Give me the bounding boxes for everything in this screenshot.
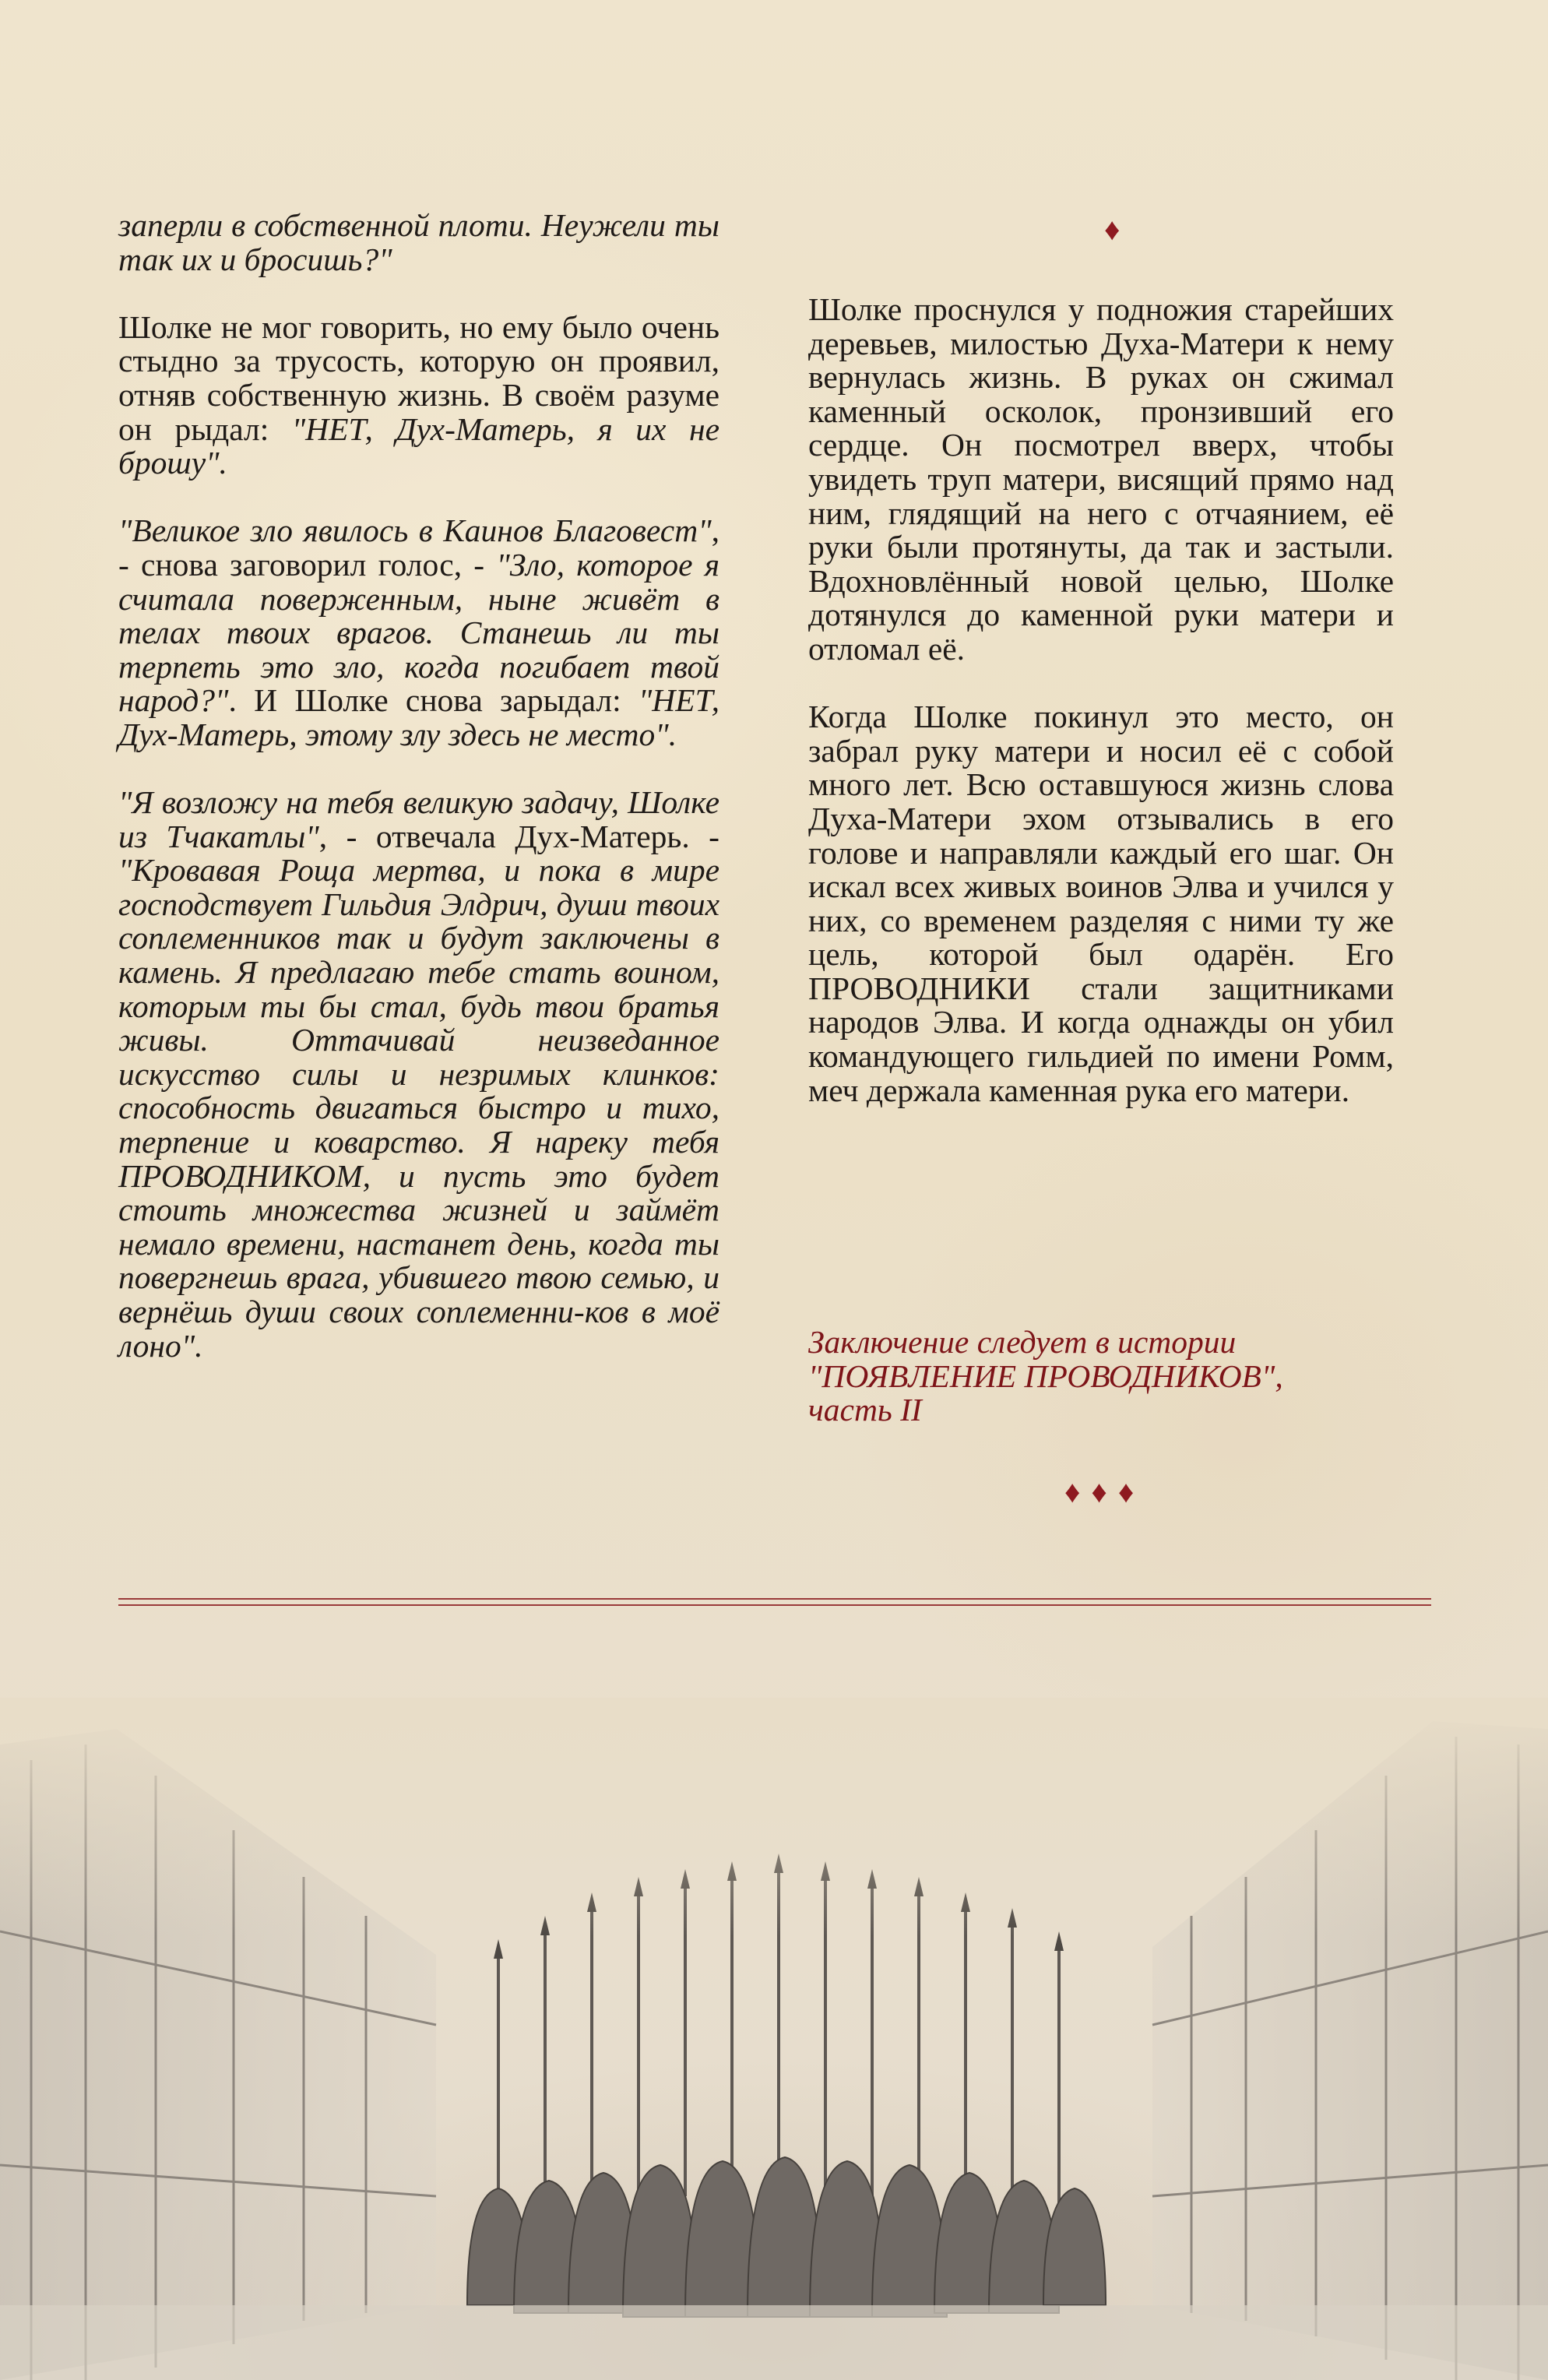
paragraph-1	[118, 209, 719, 276]
paragraph-4-speech-b: "Кровавая Роща мертва, и пока в мире господствует Гильдия Элдрич, души твоих соплеменников так и будут заключены в камень. Я предлагаю тебе стать воином, которым ты бы стал, будь твои братья живы. Оттачивай неизведанное искусство силы и незримых клинков: способность двигаться быстро и тихо, терпение и коварство. Я нареку тебя ПРОВОДНИКОМ, и пусть это будет стоить множества жизней и займёт немало времени, настанет день, когда ты повергнешь врага, убившего твою семью, и вернёшь души своих соплеменни-ков в моё лоно".	[118, 852, 719, 1364]
paragraph-4	[118, 786, 719, 1363]
paragraph-3-speech-b: "Зло, которое я считала поверженным, ныне живёт в телах твоих врагов. Станешь ли ты терпеть это зло, когда погибает твой народ?"	[118, 546, 719, 719]
paragraph-1-text: заперли в собственной плоти. Неужели ты так их и бросишь?"	[118, 207, 719, 277]
paragraph-4-speech-a: "Я возложу на тебя великую задачу, Шолке из Тчакатлы"	[118, 784, 719, 854]
diamond-ornament-top: ♦	[1104, 212, 1131, 247]
divider-rule-top	[118, 1598, 1431, 1600]
paragraph-2-speech: "НЕТ, Дух-Матерь, я их не брошу".	[118, 410, 719, 481]
left-text-column	[118, 209, 719, 1397]
paragraph-6: Когда Шолке покинул это место, он забрал руку матери и носил её с собой много лет. Всю оставшуюся жизнь слова Духа-Матери эхом отзывались в его голове и направляли каждый его шаг. Он искал всех живых воинов Элва и учился у них, со временем разделяя с ними ту же цель, которой был одарён. Его ПРОВОДНИКИ стали защитниками народов Элва. И когда однажды он убил командующего гильдией по имени Ромм, меч держала каменная рука его матери.	[808, 699, 1394, 1108]
continued-line-1: Заключение следует в истории	[808, 1324, 1237, 1360]
continued-line-3: часть II	[808, 1392, 922, 1428]
paragraph-3-narration-a: , - снова заговорил голос, -	[118, 512, 719, 583]
to-be-continued-note	[808, 1326, 1400, 1428]
divider-rule-bottom	[118, 1604, 1431, 1606]
paragraph-3	[118, 514, 719, 752]
paragraph-2-narration: Шолке не мог говорить, но ему было очень стыдно за трусость, которую он проявил, отняв собственную жизнь. В своём разуме он рыдал:	[118, 308, 719, 447]
paragraph-4-narration-a: , - отвечала Дух-Матерь. -	[318, 818, 719, 854]
paragraph-5: Шолке проснулся у подножия старейших деревьев, милостью Духа-Матери к нему вернулась жизнь. В руках он сжимал каменный осколок, пронзивший его сердце. Он посмотрел вверх, чтобы увидеть труп матери, висящий прямо над ним, глядящий на него с отчаянием, её руки были протянуты, да так и застыли. Вдохновлённый новой целью, Шолке дотянулся до каменной руки матери и отломал её.	[808, 291, 1394, 667]
continued-line-2: "ПОЯВЛЕНИЕ ПРОВОДНИКОВ",	[808, 1357, 1283, 1394]
paragraph-3-narration-b: . И Шолке снова зарыдал:	[228, 682, 639, 719]
diamond-ornament-triple: ♦♦♦	[1064, 1474, 1145, 1509]
right-text-column	[808, 293, 1394, 1142]
paragraph-2	[118, 308, 719, 481]
paragraph-3-speech-c: "НЕТ, Дух-Матерь, этому злу здесь не место".	[118, 682, 719, 752]
paragraph-3-speech-a: "Великое зло явилось в Каинов Благовест"	[118, 512, 712, 549]
warriors-hall-illustration	[0, 1698, 1548, 2380]
